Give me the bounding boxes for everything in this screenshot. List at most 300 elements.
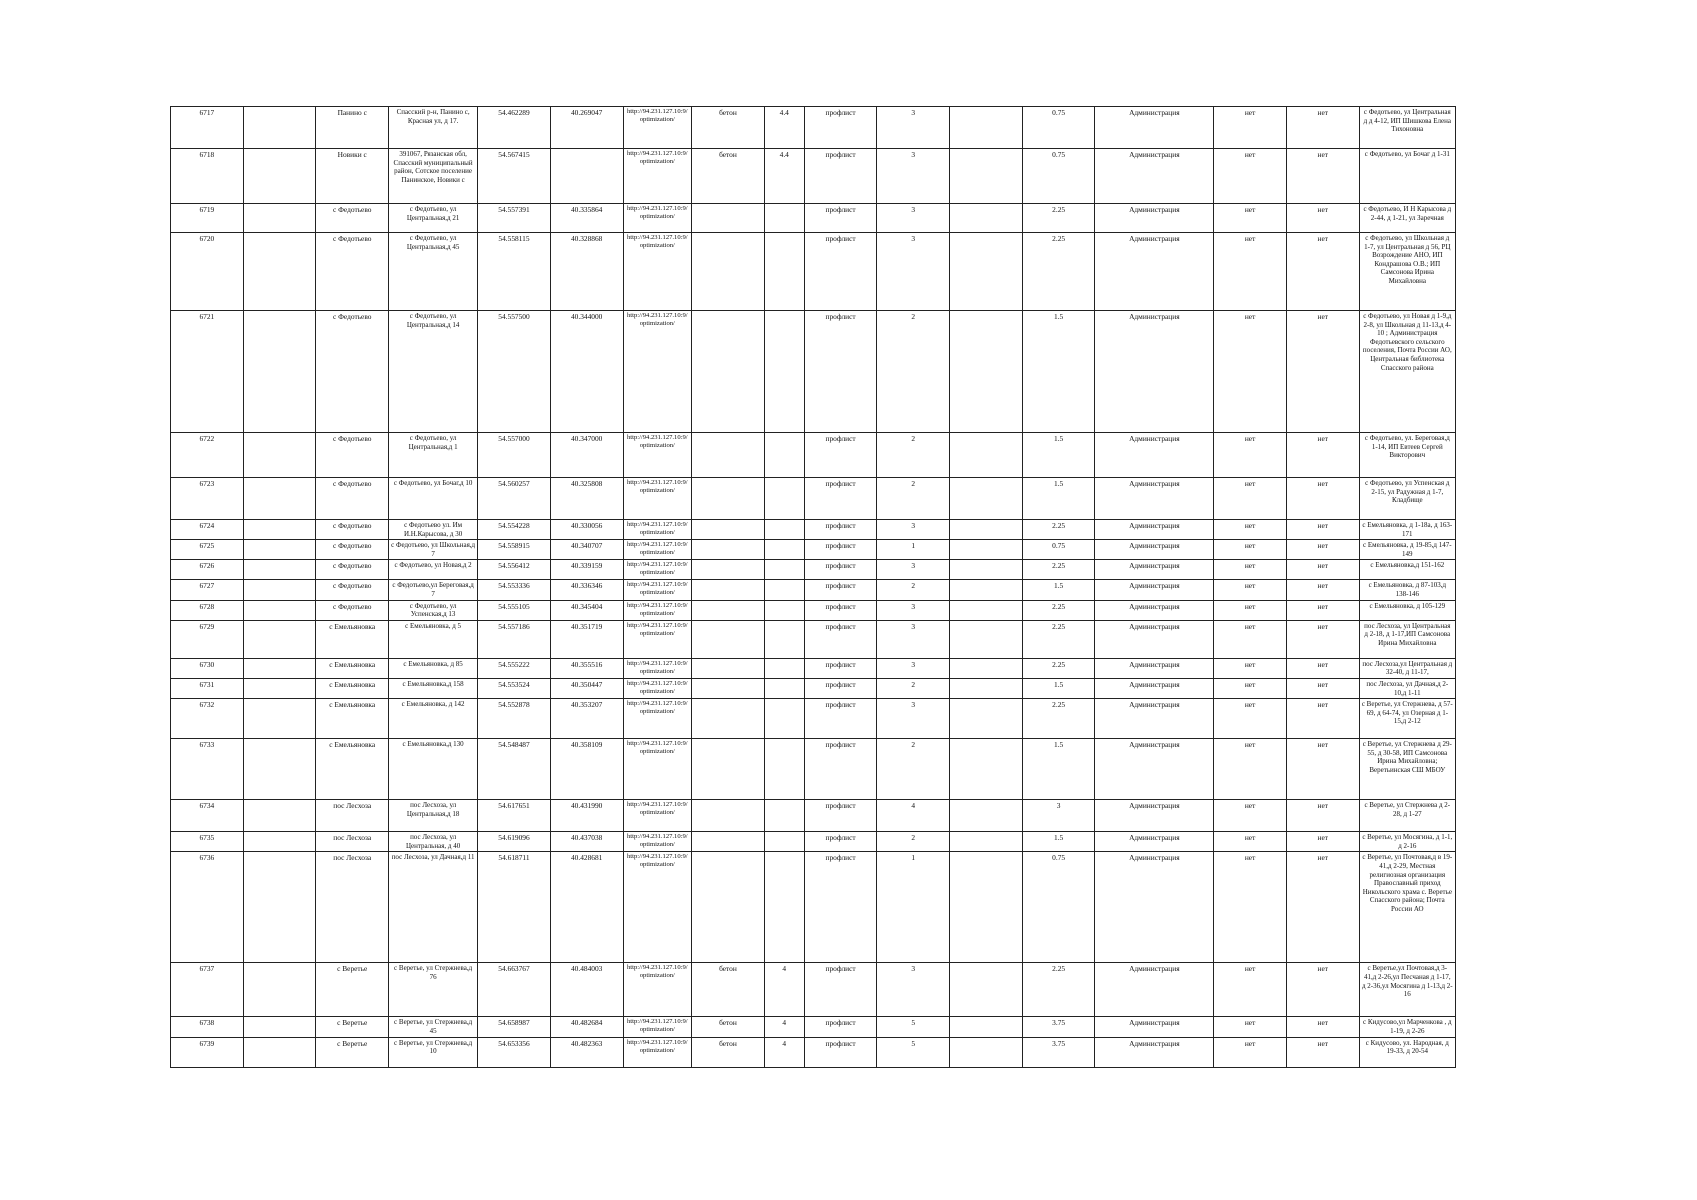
material-cell: профлист [804,540,877,560]
volume-cell [950,832,1023,852]
material-cell: профлист [804,739,877,800]
surface-cell [692,540,765,560]
count-cell: 3 [877,963,950,1017]
owner-cell: Администрация [1095,852,1214,963]
empty-cell [243,658,316,678]
empty-cell [243,107,316,149]
material-cell: профлист [804,580,877,600]
served-addresses-cell: с Веретье, ул Стержнева д 29-55, д 30-58, ИП Самсонова Ирина Михайловна; Веретьинская СШ МБОУ [1359,739,1455,800]
table-row [171,852,1456,963]
empty-cell [243,800,316,832]
area-cell [764,620,804,658]
served-addresses-cell: с Емельяновка, д 19-85,д 147-149 [1359,540,1455,560]
row-id: 6726 [171,560,244,580]
empty-cell [243,433,316,478]
capacity-cell: 2.25 [1022,560,1095,580]
flag-cell: нет [1286,800,1359,832]
area-cell [764,800,804,832]
served-addresses-cell: с Емельяновка,д 151-162 [1359,560,1455,580]
flag-cell: нет [1214,699,1287,739]
table-row [171,739,1456,800]
flag-cell: нет [1214,520,1287,540]
surface-cell [692,800,765,832]
latitude-cell: 54.558115 [478,233,551,311]
empty-cell [243,580,316,600]
row-id: 6725 [171,540,244,560]
table-row [171,580,1456,600]
capacity-cell: 2.25 [1022,520,1095,540]
area-cell: 4.4 [764,149,804,204]
surface-cell [692,433,765,478]
empty-cell [243,678,316,698]
capacity-cell: 1.5 [1022,433,1095,478]
surface-cell [692,204,765,233]
empty-cell [243,600,316,620]
owner-cell: Администрация [1095,149,1214,204]
capacity-cell: 3.75 [1022,1037,1095,1067]
flag-cell: нет [1214,832,1287,852]
latitude-cell: 54.548487 [478,739,551,800]
latitude-cell: 54.567415 [478,149,551,204]
surface-cell [692,832,765,852]
count-cell: 2 [877,832,950,852]
longitude-cell: 40.353207 [550,699,623,739]
served-addresses-cell: с Веретье, ул Почтовая,д в 19-41,д 2-29, Местная религиозная организация Православный приход Никольского храма с. Веретье Спасского района; Почта России АО [1359,852,1455,963]
surface-cell [692,580,765,600]
latitude-cell: 54.554228 [478,520,551,540]
capacity-cell: 2.25 [1022,699,1095,739]
flag-cell: нет [1214,739,1287,800]
url-cell: http://94.231.127.10:9/optimization/ [623,311,692,433]
address-cell: с Федотьево, ул Центральная,д 21 [389,204,478,233]
served-addresses-cell: с Федотьево, ул. Береговая,д 1-14, ИП Евтеев Сергей Викторович [1359,433,1455,478]
row-id: 6729 [171,620,244,658]
flag-cell: нет [1214,963,1287,1017]
volume-cell [950,149,1023,204]
locality-cell: Панино с [316,107,389,149]
empty-cell [243,1037,316,1067]
latitude-cell: 54.619096 [478,832,551,852]
empty-cell [243,1017,316,1037]
flag-cell: нет [1214,149,1287,204]
locality-cell: пос Лесхоза [316,852,389,963]
material-cell: профлист [804,800,877,832]
table-row [171,204,1456,233]
empty-cell [243,852,316,963]
locality-cell: с Федотьево [316,560,389,580]
url-cell: http://94.231.127.10:9/optimization/ [623,658,692,678]
flag-cell: нет [1286,963,1359,1017]
count-cell: 3 [877,233,950,311]
url-cell: http://94.231.127.10:9/optimization/ [623,204,692,233]
row-id: 6722 [171,433,244,478]
count-cell: 1 [877,540,950,560]
volume-cell [950,620,1023,658]
flag-cell: нет [1214,1017,1287,1037]
latitude-cell: 54.560257 [478,478,551,520]
row-id: 6736 [171,852,244,963]
volume-cell [950,658,1023,678]
flag-cell: нет [1286,852,1359,963]
flag-cell: нет [1214,620,1287,658]
material-cell: профлист [804,1037,877,1067]
capacity-cell: 0.75 [1022,149,1095,204]
longitude-cell: 40.340707 [550,540,623,560]
served-addresses-cell: с Емельяновка, д 87-103,д 138-146 [1359,580,1455,600]
area-cell [764,233,804,311]
longitude-cell: 40.482684 [550,1017,623,1037]
flag-cell: нет [1214,107,1287,149]
address-cell: с Веретье, ул Стержнева,д 10 [389,1037,478,1067]
volume-cell [950,478,1023,520]
address-cell: с Федотьево, ул Центральная,д 45 [389,233,478,311]
volume-cell [950,678,1023,698]
owner-cell: Администрация [1095,580,1214,600]
flag-cell: нет [1286,204,1359,233]
owner-cell: Администрация [1095,478,1214,520]
count-cell: 4 [877,800,950,832]
flag-cell: нет [1214,800,1287,832]
capacity-cell: 1.5 [1022,832,1095,852]
url-cell: http://94.231.127.10:9/optimization/ [623,540,692,560]
address-cell: с Федотьево,ул Береговая,д 7 [389,580,478,600]
table-row [171,600,1456,620]
material-cell: профлист [804,433,877,478]
data-table [170,106,1456,1068]
capacity-cell: 1.5 [1022,678,1095,698]
flag-cell: нет [1286,580,1359,600]
locality-cell: с Веретье [316,1037,389,1067]
served-addresses-cell: с Веретье, ул Стержнева, д 57-69, д 64-74, ул Озерная д 1-15,д 2-12 [1359,699,1455,739]
area-cell: 4.4 [764,107,804,149]
url-cell: http://94.231.127.10:9/optimization/ [623,739,692,800]
capacity-cell: 0.75 [1022,540,1095,560]
served-addresses-cell: с Федотьево, ул Бочаг д 1-31 [1359,149,1455,204]
address-cell: пос Лесхоза, ул Центральная,д 18 [389,800,478,832]
material-cell: профлист [804,204,877,233]
capacity-cell: 1.5 [1022,580,1095,600]
flag-cell: нет [1286,520,1359,540]
volume-cell [950,963,1023,1017]
url-cell: http://94.231.127.10:9/optimization/ [623,107,692,149]
locality-cell: с Федотьево [316,478,389,520]
capacity-cell: 1.5 [1022,478,1095,520]
owner-cell: Администрация [1095,963,1214,1017]
count-cell: 3 [877,149,950,204]
address-cell: пос Лесхоза, ул Дачная,д 11 [389,852,478,963]
flag-cell: нет [1286,560,1359,580]
served-addresses-cell: с Емельяновка, д 105-129 [1359,600,1455,620]
locality-cell: с Емельяновка [316,739,389,800]
latitude-cell: 54.553336 [478,580,551,600]
row-id: 6717 [171,107,244,149]
locality-cell: пос Лесхоза [316,800,389,832]
flag-cell: нет [1286,699,1359,739]
area-cell [764,600,804,620]
material-cell: профлист [804,107,877,149]
volume-cell [950,107,1023,149]
table-row [171,478,1456,520]
flag-cell: нет [1214,580,1287,600]
surface-cell [692,600,765,620]
table-row [171,620,1456,658]
row-id: 6739 [171,1037,244,1067]
flag-cell: нет [1214,311,1287,433]
longitude-cell: 40.330056 [550,520,623,540]
locality-cell: с Федотьево [316,520,389,540]
volume-cell [950,540,1023,560]
row-id: 6733 [171,739,244,800]
flag-cell: нет [1214,204,1287,233]
address-cell: с Федотьево, ул Школьная,д 7 [389,540,478,560]
latitude-cell: 54.557000 [478,433,551,478]
latitude-cell: 54.553524 [478,678,551,698]
row-id: 6737 [171,963,244,1017]
area-cell [764,699,804,739]
capacity-cell: 2.25 [1022,204,1095,233]
empty-cell [243,520,316,540]
flag-cell: нет [1286,1037,1359,1067]
surface-cell [692,739,765,800]
capacity-cell: 1.5 [1022,739,1095,800]
longitude-cell: 40.482363 [550,1037,623,1067]
longitude-cell: 40.347000 [550,433,623,478]
address-cell: 391067, Рязанская обл, Спасский муниципальный район, Сотское поселение Панинское, Новики с [389,149,478,204]
volume-cell [950,204,1023,233]
served-addresses-cell: с Кидусово, ул. Народная, д 19-33, д 20-54 [1359,1037,1455,1067]
url-cell: http://94.231.127.10:9/optimization/ [623,620,692,658]
url-cell: http://94.231.127.10:9/optimization/ [623,1037,692,1067]
table-row [171,433,1456,478]
row-id: 6727 [171,580,244,600]
row-id: 6730 [171,658,244,678]
served-addresses-cell: с Веретье, ул Мосягина, д 1-1, д 2-16 [1359,832,1455,852]
flag-cell: нет [1286,678,1359,698]
surface-cell [692,560,765,580]
count-cell: 3 [877,560,950,580]
volume-cell [950,800,1023,832]
capacity-cell: 1.5 [1022,311,1095,433]
longitude-cell: 40.437038 [550,832,623,852]
owner-cell: Администрация [1095,311,1214,433]
latitude-cell: 54.557500 [478,311,551,433]
address-cell: пос Лесхоза, ул Центральная, д 40 [389,832,478,852]
material-cell: профлист [804,233,877,311]
url-cell: http://94.231.127.10:9/optimization/ [623,963,692,1017]
count-cell: 2 [877,311,950,433]
url-cell: http://94.231.127.10:9/optimization/ [623,560,692,580]
empty-cell [243,149,316,204]
owner-cell: Администрация [1095,832,1214,852]
surface-cell: бетон [692,1017,765,1037]
volume-cell [950,1037,1023,1067]
flag-cell: нет [1286,233,1359,311]
owner-cell: Администрация [1095,1037,1214,1067]
table-row [171,233,1456,311]
row-id: 6732 [171,699,244,739]
surface-cell [692,233,765,311]
empty-cell [243,832,316,852]
locality-cell: с Федотьево [316,540,389,560]
locality-cell: с Федотьево [316,311,389,433]
url-cell: http://94.231.127.10:9/optimization/ [623,520,692,540]
capacity-cell: 2.25 [1022,620,1095,658]
area-cell [764,739,804,800]
row-id: 6724 [171,520,244,540]
volume-cell [950,1017,1023,1037]
flag-cell: нет [1214,678,1287,698]
locality-cell: с Федотьево [316,580,389,600]
owner-cell: Администрация [1095,520,1214,540]
flag-cell: нет [1286,658,1359,678]
material-cell: профлист [804,658,877,678]
address-cell: с Федотьево, ул Бочаг,д 10 [389,478,478,520]
served-addresses-cell: пос Лесхоза, ул Центральная д 2-18, д 1-17,ИП Самсонова Ирина Михайловна [1359,620,1455,658]
material-cell: профлист [804,520,877,540]
owner-cell: Администрация [1095,620,1214,658]
flag-cell: нет [1214,852,1287,963]
row-id: 6720 [171,233,244,311]
material-cell: профлист [804,963,877,1017]
latitude-cell: 54.617651 [478,800,551,832]
count-cell: 2 [877,739,950,800]
owner-cell: Администрация [1095,678,1214,698]
row-id: 6728 [171,600,244,620]
material-cell: профлист [804,852,877,963]
latitude-cell: 54.663767 [478,963,551,1017]
table-row [171,560,1456,580]
flag-cell: нет [1214,233,1287,311]
surface-cell: бетон [692,107,765,149]
table-row [171,107,1456,149]
material-cell: профлист [804,600,877,620]
address-cell: с Веретье, ул Стержнева,д 76 [389,963,478,1017]
row-id: 6735 [171,832,244,852]
locality-cell: с Веретье [316,1017,389,1037]
url-cell: http://94.231.127.10:9/optimization/ [623,600,692,620]
empty-cell [243,233,316,311]
volume-cell [950,699,1023,739]
url-cell: http://94.231.127.10:9/optimization/ [623,149,692,204]
locality-cell: с Емельяновка [316,699,389,739]
longitude-cell: 40.350447 [550,678,623,698]
address-cell: с Федотьево ул. Им И.Н.Карысова, д 30 [389,520,478,540]
count-cell: 2 [877,478,950,520]
flag-cell: нет [1214,540,1287,560]
table-row [171,149,1456,204]
url-cell: http://94.231.127.10:9/optimization/ [623,852,692,963]
surface-cell: бетон [692,149,765,204]
row-id: 6718 [171,149,244,204]
volume-cell [950,739,1023,800]
url-cell: http://94.231.127.10:9/optimization/ [623,233,692,311]
owner-cell: Администрация [1095,1017,1214,1037]
area-cell: 4 [764,963,804,1017]
table-row [171,678,1456,698]
table-row [171,540,1456,560]
owner-cell: Администрация [1095,739,1214,800]
surface-cell [692,699,765,739]
locality-cell: с Федотьево [316,204,389,233]
count-cell: 5 [877,1037,950,1067]
volume-cell [950,311,1023,433]
address-cell: с Федотьево, ул Новая,д 2 [389,560,478,580]
longitude-cell: 40.355516 [550,658,623,678]
surface-cell [692,311,765,433]
flag-cell: нет [1286,311,1359,433]
material-cell: профлист [804,620,877,658]
owner-cell: Администрация [1095,540,1214,560]
surface-cell: бетон [692,963,765,1017]
served-addresses-cell: пос Лесхоза, ул Дачная,д 2-10,д 1-11 [1359,678,1455,698]
flag-cell: нет [1286,739,1359,800]
empty-cell [243,963,316,1017]
address-cell: с Федотьево, ул Центральная,д 14 [389,311,478,433]
longitude-cell: 40.431990 [550,800,623,832]
material-cell: профлист [804,311,877,433]
flag-cell: нет [1214,658,1287,678]
latitude-cell: 54.658987 [478,1017,551,1037]
locality-cell: с Федотьево [316,600,389,620]
material-cell: профлист [804,678,877,698]
capacity-cell: 3.75 [1022,1017,1095,1037]
capacity-cell: 3 [1022,800,1095,832]
longitude-cell: 40.339159 [550,560,623,580]
latitude-cell: 54.557186 [478,620,551,658]
flag-cell: нет [1286,107,1359,149]
served-addresses-cell: с Емельяновка, д 1-18а, д 163-171 [1359,520,1455,540]
volume-cell [950,433,1023,478]
area-cell [764,560,804,580]
flag-cell: нет [1286,433,1359,478]
surface-cell [692,620,765,658]
area-cell [764,658,804,678]
material-cell: профлист [804,478,877,520]
capacity-cell: 2.25 [1022,600,1095,620]
longitude-cell: 40.269047 [550,107,623,149]
count-cell: 3 [877,520,950,540]
longitude-cell: 40.336346 [550,580,623,600]
latitude-cell: 54.555222 [478,658,551,678]
empty-cell [243,204,316,233]
volume-cell [950,852,1023,963]
table-row [171,963,1456,1017]
table-row [171,311,1456,433]
address-cell: с Емельяновка, д 142 [389,699,478,739]
area-cell [764,311,804,433]
address-cell: с Емельяновка,д 158 [389,678,478,698]
address-cell: с Емельяновка, д 5 [389,620,478,658]
count-cell: 2 [877,678,950,698]
empty-cell [243,620,316,658]
longitude-cell: 40.344000 [550,311,623,433]
flag-cell: нет [1214,478,1287,520]
surface-cell [692,678,765,698]
served-addresses-cell: с Федотьево, И Н Карысова д 2-44, д 1-21, ул Заречная [1359,204,1455,233]
row-id: 6721 [171,311,244,433]
empty-cell [243,311,316,433]
row-id: 6719 [171,204,244,233]
count-cell: 5 [877,1017,950,1037]
capacity-cell: 2.25 [1022,963,1095,1017]
longitude-cell: 40.358109 [550,739,623,800]
flag-cell: нет [1286,540,1359,560]
count-cell: 3 [877,620,950,658]
address-cell: с Федотьево, ул Центральная,д 1 [389,433,478,478]
area-cell: 4 [764,1017,804,1037]
owner-cell: Администрация [1095,658,1214,678]
latitude-cell: 54.653356 [478,1037,551,1067]
